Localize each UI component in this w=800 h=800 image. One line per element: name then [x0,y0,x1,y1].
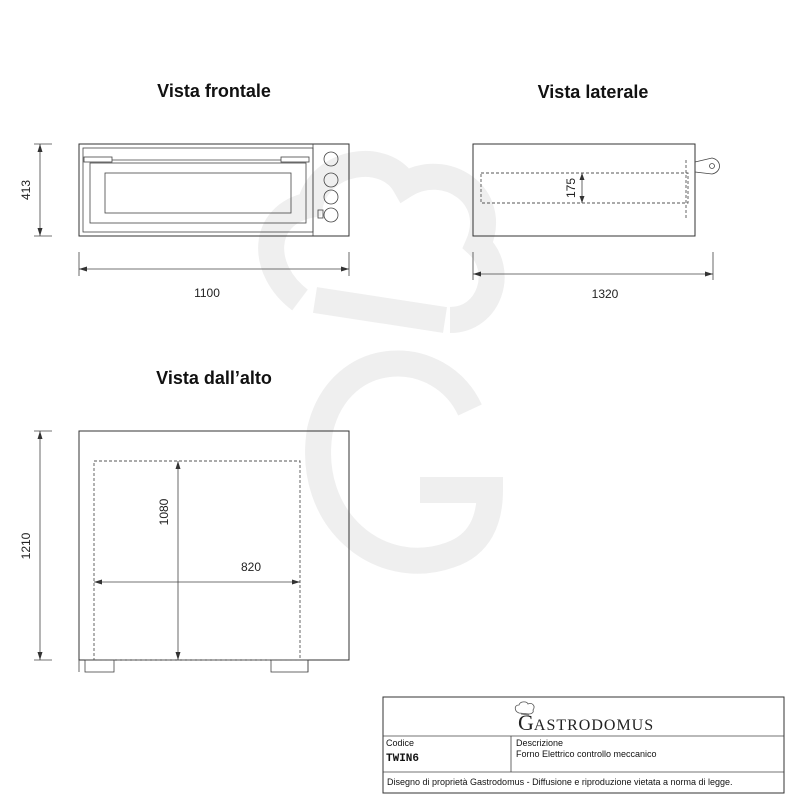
side-view-title: Vista laterale [537,82,649,102]
front-view-title: Vista frontale [157,81,271,101]
top-inner-depth-dimension [157,461,181,660]
description-value: Forno Elettrico controllo meccanico [516,749,657,759]
ownership-notice: Disegno di proprietà Gastrodomus - Diffusione e riproduzione vietata a norma di legge. [387,777,733,787]
side-inner-label: 175 [564,177,578,199]
top-inner-depth-label: 1080 [157,498,171,526]
top-inner-width-label: 820 [240,560,262,574]
title-block [383,697,784,793]
code-label: Codice [386,738,415,748]
front-width-label: 1100 [194,286,220,300]
description-label: Descrizione [516,738,564,748]
side-depth-dimension [473,252,713,301]
top-inner-width-dimension [94,560,300,585]
front-height-dimension [19,144,52,236]
top-view-title: Vista dall’alto [156,368,272,388]
gastrodomus-watermark-logo [271,164,492,561]
brand-logo-text: GASTRODOMUS [518,710,655,735]
top-depth-dimension [19,431,52,660]
top-depth-label: 1210 [19,532,33,560]
side-view-oven [473,144,720,236]
front-height-label: 413 [19,179,33,201]
front-width-dimension [79,252,349,300]
side-inner-dimension [564,173,585,203]
side-depth-label: 1320 [591,287,619,301]
control-knob [324,208,338,222]
code-value: TWIN6 [386,753,420,765]
